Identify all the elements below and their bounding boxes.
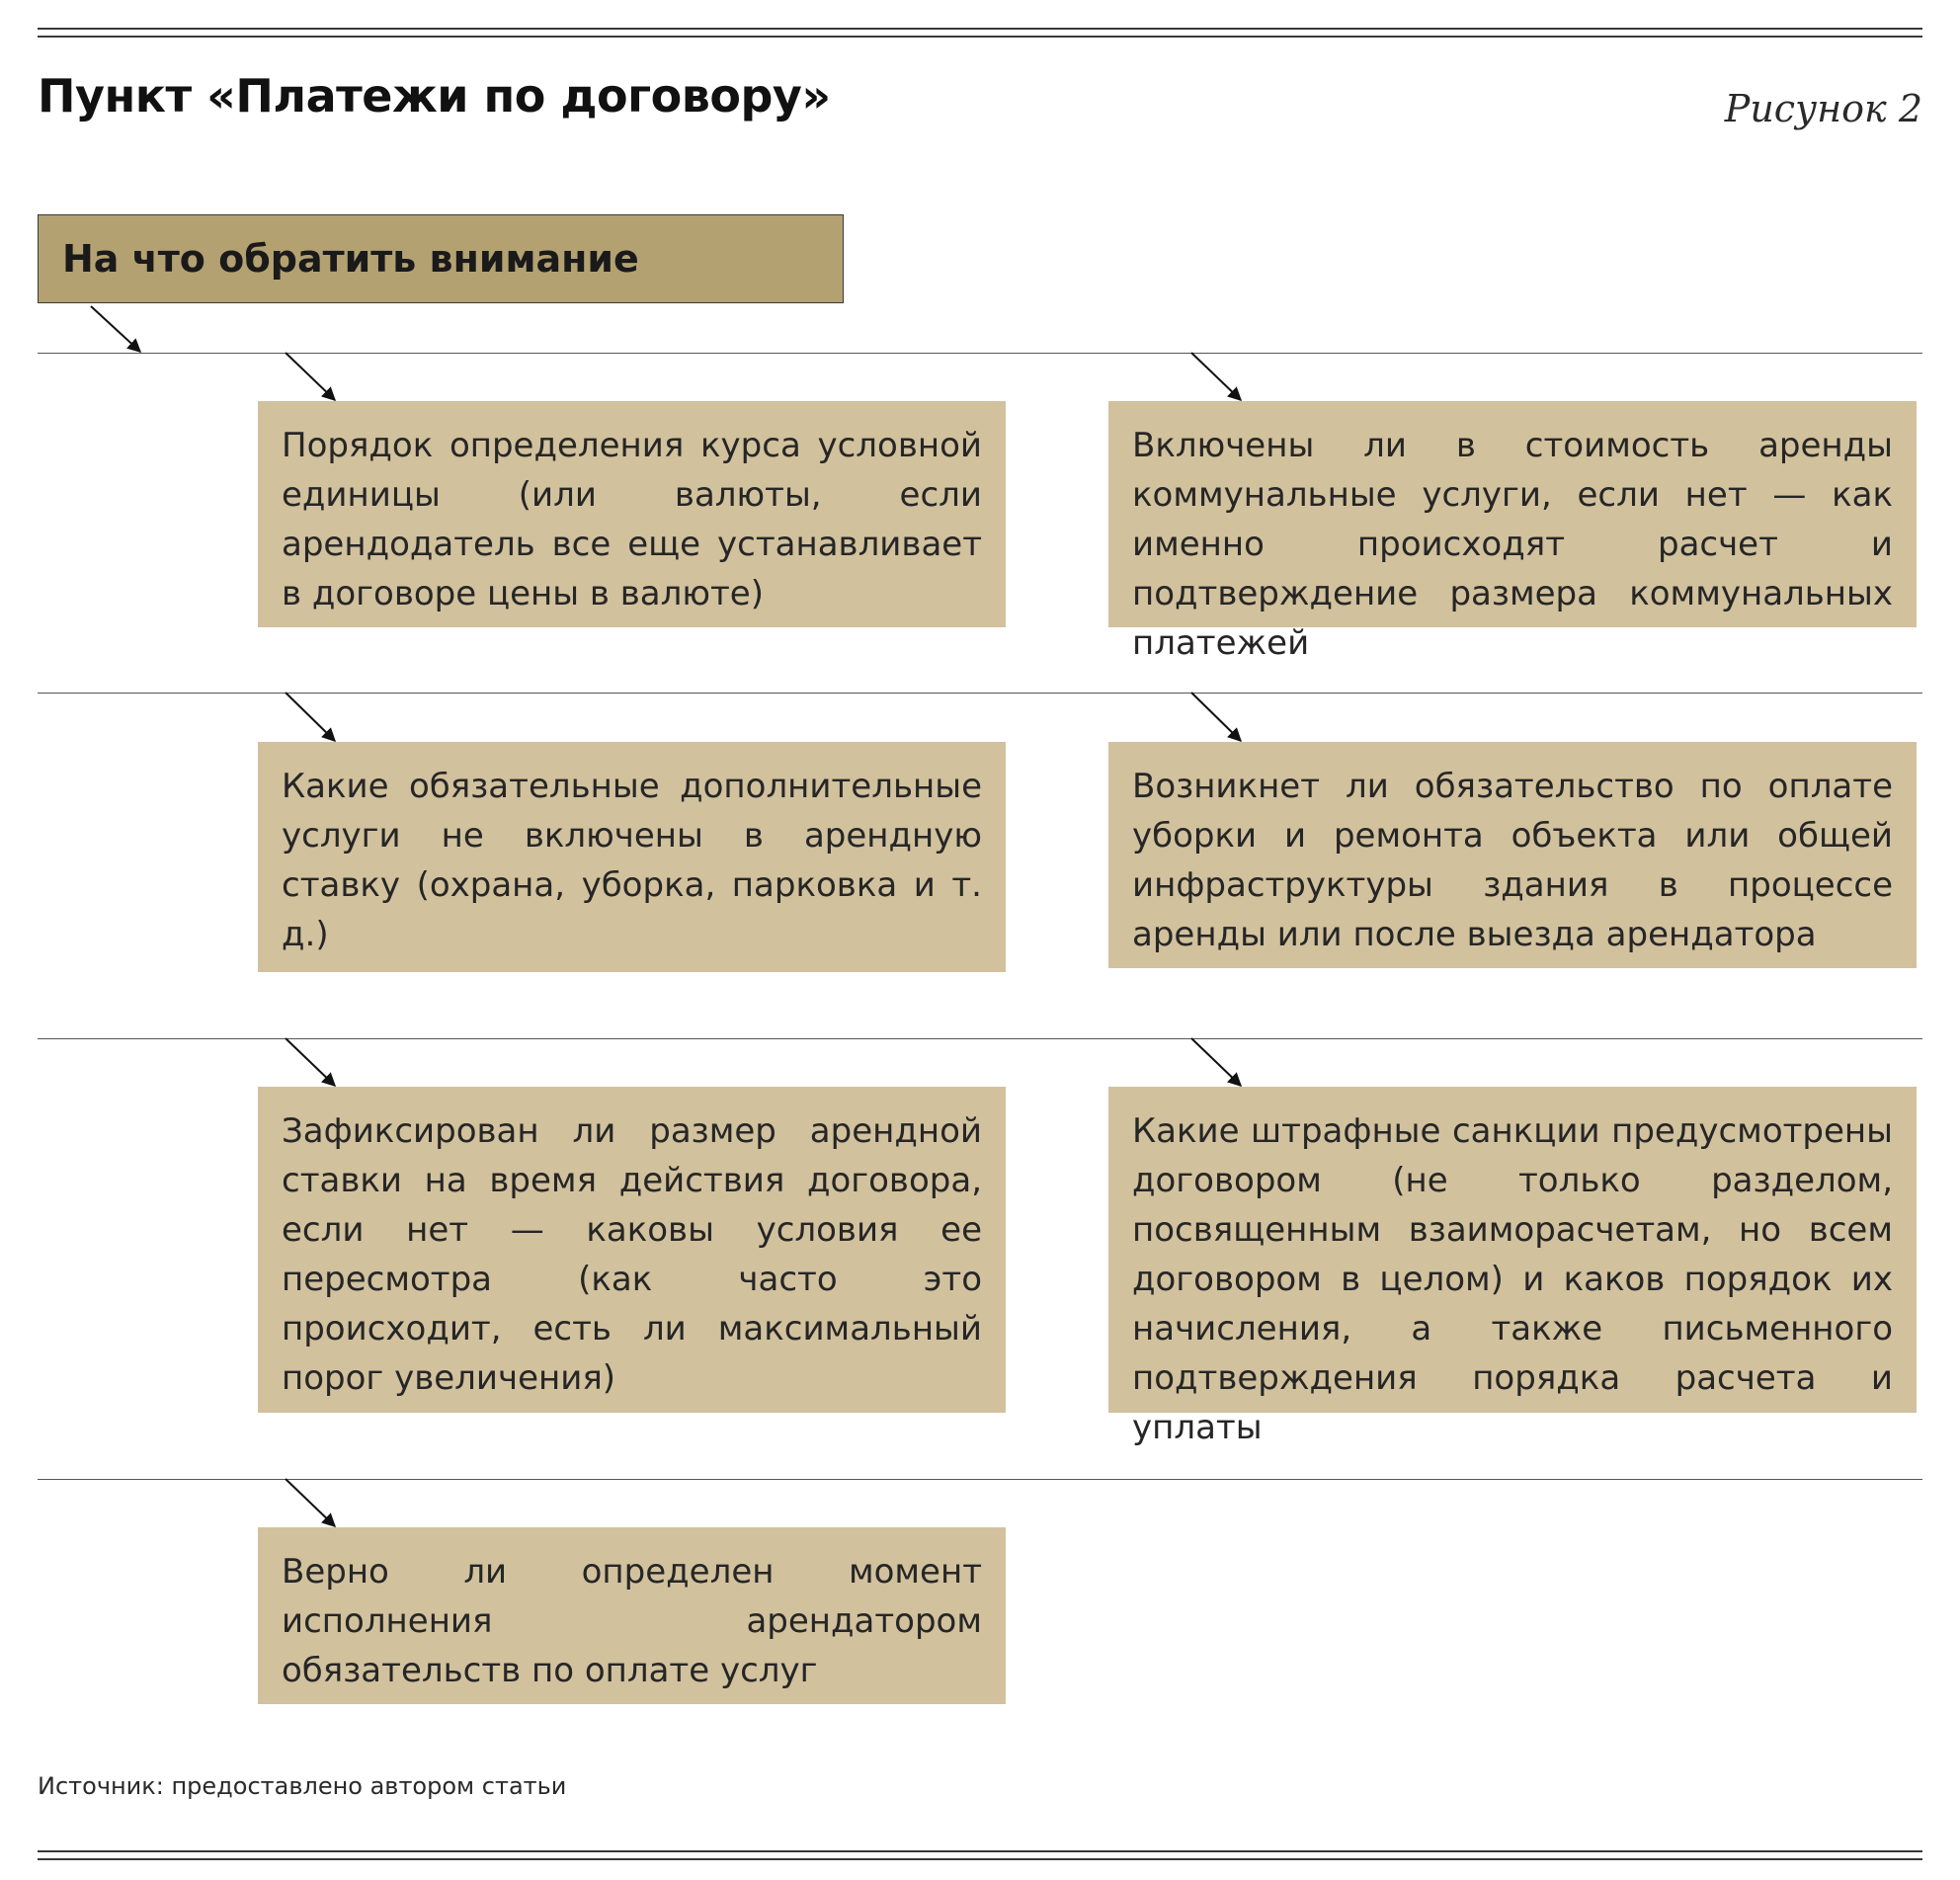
card-text: Порядок определения курса условной единицы (или валюты, если арендодатель все еще устанавливает в договоре цены в валюте) bbox=[282, 426, 982, 613]
arrow-card-7 bbox=[286, 1479, 335, 1526]
card-text: Включены ли в стоимость аренды коммунальные услуги, если нет — как именно происходят расчет и подтверждение размера коммунальных платежей bbox=[1132, 426, 1893, 663]
card-text: Возникнет ли обязательство по оплате уборки и ремонта объекта или общей инфраструктуры здания в процессе аренды или после выезда арендатора bbox=[1132, 767, 1893, 954]
header-label: На что обратить внимание bbox=[62, 237, 639, 281]
arrow-card-2 bbox=[1191, 353, 1241, 400]
bottom-double-rule bbox=[38, 1850, 1922, 1860]
arrow-card-6 bbox=[1191, 1038, 1241, 1086]
arrow-header bbox=[91, 306, 140, 352]
card-text: Какие обязательные дополнительные услуги не включены в арендную ставку (охрана, уборка, парковка и т. д.) bbox=[282, 767, 982, 954]
arrow-card-4 bbox=[1191, 693, 1241, 741]
card-text: Верно ли определен момент исполнения арендатором обязательств по оплате услуг bbox=[282, 1552, 982, 1690]
card-text: Зафиксирован ли размер арендной ставки на время действия договора, если нет — каковы условия ее пересмотра (как часто это происходит, есть ли максимальный порог увеличения) bbox=[282, 1111, 982, 1398]
page-title: Пункт «Платежи по договору» bbox=[38, 69, 831, 123]
source-note: Источник: предоставлено автором статьи bbox=[38, 1772, 567, 1800]
figure-label: Рисунок 2 bbox=[1724, 87, 1922, 130]
arrow-card-5 bbox=[286, 1038, 335, 1086]
arrow-card-3 bbox=[286, 693, 335, 741]
card-text: Какие штрафные санкции предусмотрены договором (не только разделом, посвященным взаиморасчетам, но всем договором в целом) и каков порядок их начисления, а также письменного подтверждения порядка расчета и уплаты bbox=[1132, 1111, 1893, 1447]
arrow-card-1 bbox=[286, 353, 335, 400]
